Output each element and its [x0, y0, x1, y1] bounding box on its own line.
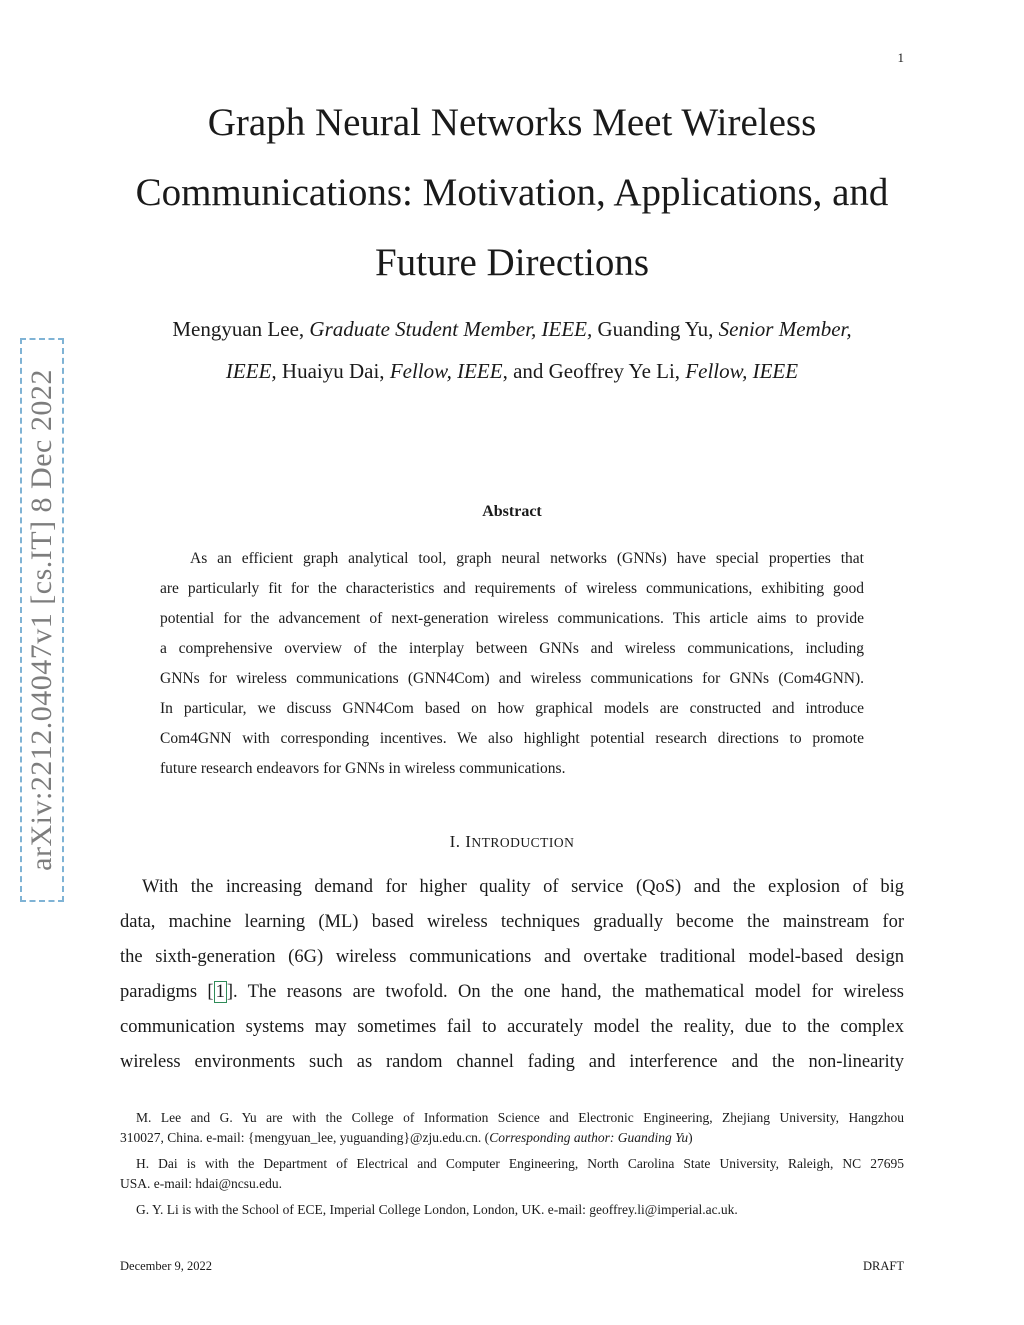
title-line: Future Directions [374, 241, 650, 284]
abstract-line: a comprehensive overview of the interplay between GNNs and wireless communications, including [160, 640, 864, 657]
section-heading-introduction [0, 832, 1024, 852]
footnote-affiliation-dai [120, 1154, 904, 1194]
author-name: , and Geoffrey Ye Li, [502, 359, 686, 383]
footer-draft-label: DRAFT [863, 1259, 904, 1273]
footnote-affiliation-li [120, 1200, 904, 1220]
corresponding-author-note: Corresponding author: Guanding Yu [489, 1130, 689, 1145]
author-name: Mengyuan Lee, [172, 317, 310, 341]
section-title-smallcaps: NTRODUCTION [471, 835, 575, 850]
page-number: 1 [897, 50, 904, 65]
author-line [112, 308, 912, 350]
footnotes [120, 1108, 904, 1226]
intro-line: communication systems may sometimes fail to accurately model the reality, due to the complex [120, 1017, 904, 1037]
author-list [112, 308, 912, 392]
title-line: Graph Neural Networks Meet Wireless [207, 101, 817, 144]
intro-line: data, machine learning (ML) based wireless techniques gradually become the mainstream for [120, 912, 904, 932]
author-role: Graduate Student Member, IEEE, [309, 317, 593, 341]
section-numeral: I. [449, 832, 466, 851]
abstract-line: GNNs for wireless communications (GNN4Com) and wireless communications for GNNs (Com4GNN). [160, 670, 864, 687]
introduction-body [120, 870, 904, 1080]
abstract-line: are particularly fit for the characteristics and requirements of wireless communications, exhibiting good [160, 580, 864, 597]
author-role: Fellow, IEEE [389, 359, 503, 383]
intro-line: wireless environments such as random channel fading and interference and the non-linearity [120, 1052, 904, 1072]
arxiv-identifier[interactable]: arXiv:2212.04047v1 [cs.IT] 8 Dec 2022 [25, 369, 58, 871]
abstract-body [160, 544, 864, 784]
section-initial: I [465, 832, 472, 851]
author-name: Guanding Yu, [592, 317, 719, 341]
footer-date: December 9, 2022 [120, 1259, 212, 1273]
intro-line [120, 975, 904, 1010]
title-line: Communications: Motivation, Applications, and [135, 171, 889, 214]
footnote-line: G. Y. Li is with the School of ECE, Imperial College London, London, UK. e-mail: geoffrey.li@imperial.ac.uk. [136, 1202, 738, 1217]
intro-line: the sixth-generation (6G) wireless communications and overtake traditional model-based design [120, 947, 904, 967]
author-name: Huaiyu Dai, [276, 359, 390, 383]
author-role: Senior Member, [718, 317, 852, 341]
footnote-line: M. Lee and G. Yu are with the College of Information Science and Electronic Engineering, Zhejiang University, Hangzhou [136, 1110, 904, 1125]
abstract-heading: Abstract [482, 503, 542, 520]
footnote-line [120, 1128, 904, 1148]
abstract-line: In particular, we discuss GNN4Com based on how graphical models are constructed and introduce [160, 700, 864, 717]
footnote-text: ) [688, 1130, 693, 1145]
footnote-text: 310027, China. e-mail: {mengyuan_lee, yuguanding}@zju.edu.cn. ( [120, 1130, 490, 1145]
author-line [112, 350, 912, 392]
author-role: IEEE, [225, 359, 277, 383]
abstract-line: future research endeavors for GNNs in wireless communications. [160, 760, 566, 777]
abstract-line: Com4GNN with corresponding incentives. We also highlight potential research directions to promote [160, 730, 864, 747]
abstract-line: As an efficient graph analytical tool, graph neural networks (GNNs) have special properties that [190, 550, 864, 567]
intro-line: With the increasing demand for higher quality of service (QoS) and the explosion of big [142, 877, 904, 897]
footnote-affiliation-lee-yu [120, 1108, 904, 1148]
citation-link[interactable]: 1 [215, 982, 225, 1002]
footnote-line: USA. e-mail: hdai@ncsu.edu. [120, 1176, 283, 1191]
intro-text: ]. The reasons are twofold. On the one hand, the mathematical model for wireless [226, 982, 904, 1002]
abstract-line: potential for the advancement of next-generation wireless communications. This article aims to provide [160, 610, 864, 627]
footnote-line: H. Dai is with the Department of Electrical and Computer Engineering, North Carolina State University, Raleigh, NC 27695 [136, 1156, 904, 1171]
paper-title [112, 88, 912, 298]
author-role: Fellow, IEEE [685, 359, 799, 383]
intro-text: paradigms [ [120, 982, 214, 1002]
